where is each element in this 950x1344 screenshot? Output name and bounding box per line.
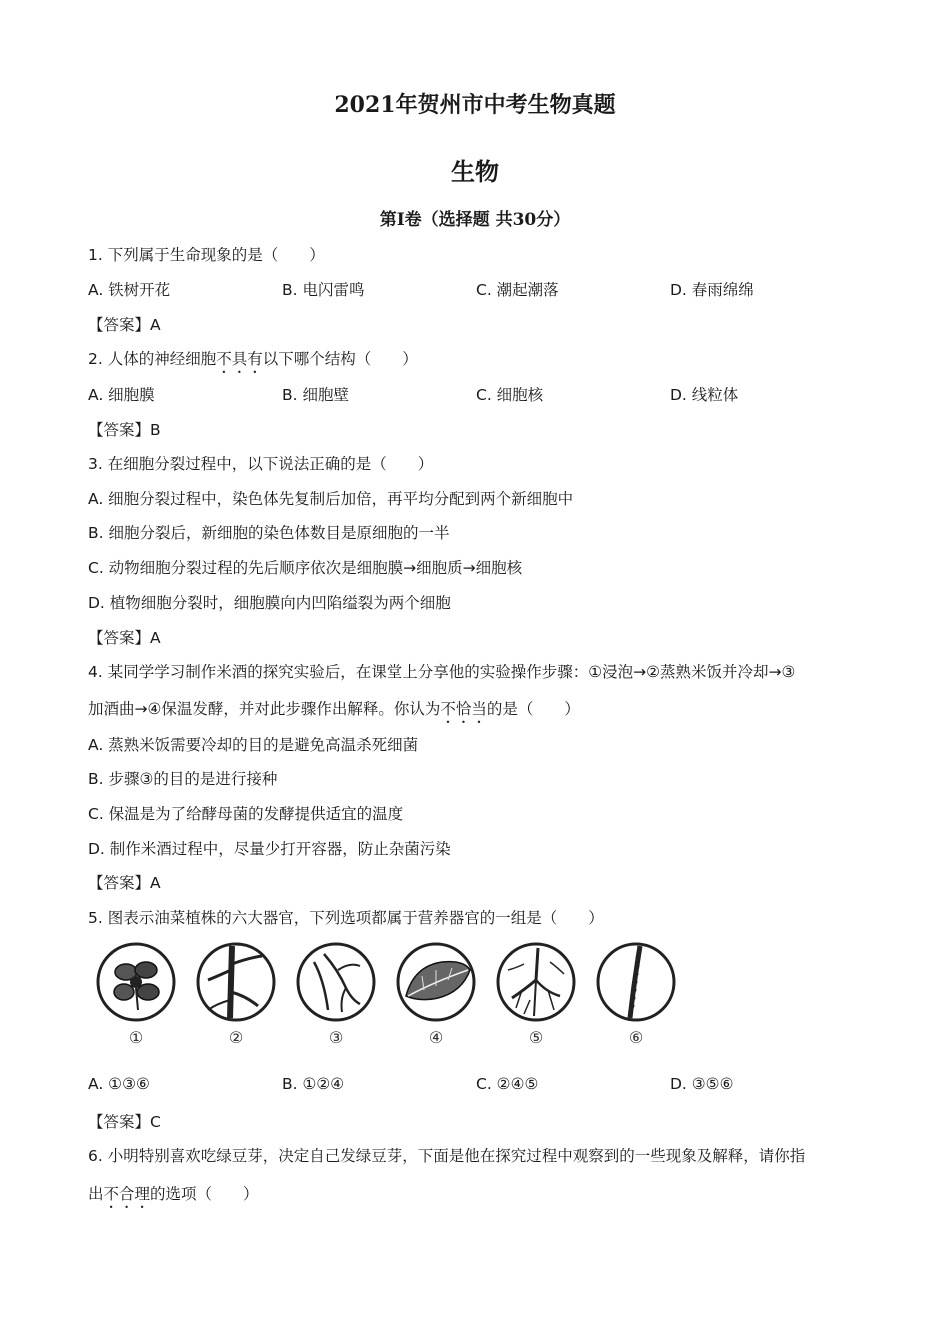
branch-icon: [294, 940, 378, 1024]
q4-stem-line2: [88, 697, 580, 727]
figure-fruit: [594, 940, 678, 1052]
q4-option-a: A. 蒸熟米饭需要冷却的目的是避免高温杀死细菌: [88, 736, 419, 754]
figure-branch: [294, 940, 378, 1052]
q1-stem: 1. 下列属于生命现象的是（ ）: [88, 246, 325, 264]
q2-stem-post: 以下哪个结构（ ）: [262, 350, 418, 368]
q3-stem: 3. 在细胞分裂过程中，以下说法正确的是（ ）: [88, 455, 434, 473]
q1-option-b: B. 电闪雷鸣: [282, 281, 365, 299]
q2-option-d: D. 线粒体: [670, 386, 739, 404]
q3-answer-value: A: [150, 629, 161, 647]
figure-label-4: ④: [428, 1028, 444, 1047]
q1-option-c: C. 潮起潮落: [476, 281, 559, 299]
q4-stem-line1: 4. 某同学学习制作米酒的探究实验后，在课堂上分享他的实验操作步骤：①浸泡→②蒸熟米饭并冷却→③: [88, 663, 796, 681]
q6-stem-emphasis: 不合理: [103, 1185, 151, 1203]
q2-option-a: A. 细胞膜: [88, 386, 155, 404]
figure-root: [494, 940, 578, 1052]
q5-option-d: D. ③⑤⑥: [670, 1075, 734, 1093]
figure-label-5: ⑤: [528, 1028, 544, 1047]
subject-title: 生物: [451, 157, 499, 186]
q2-answer-value: B: [150, 421, 161, 439]
q6-stem-pre: 出: [88, 1185, 104, 1203]
q4-option-d: D. 制作米酒过程中，尽量少打开容器，防止杂菌污染: [88, 840, 451, 858]
q2-stem-emphasis: 不具有: [216, 350, 263, 368]
figure-stem: [194, 940, 278, 1052]
q6-stem-post: 的选项（ ）: [150, 1185, 259, 1203]
leaf-icon: [394, 940, 478, 1024]
q4-stem-post: 的是（ ）: [486, 700, 580, 718]
q4-answer: [88, 871, 161, 893]
q1-option-a: A. 铁树开花: [88, 281, 171, 299]
flower-icon: [94, 940, 178, 1024]
figure-flower: [94, 940, 178, 1052]
q4-stem-emphasis: 不恰当: [440, 700, 487, 718]
q4-answer-value: A: [150, 874, 161, 892]
q6-stem-line1: 6. 小明特别喜欢吃绿豆芽，决定自己发绿豆芽，下面是他在探究过程中观察到的一些现象及解释，请你指: [88, 1147, 806, 1165]
answer-label: 【答案】: [88, 1113, 151, 1131]
figure-label-1: ①: [128, 1028, 144, 1047]
q1-answer-value: A: [150, 316, 161, 334]
plant-organs-figure: [92, 940, 692, 1052]
answer-label: 【答案】: [88, 629, 151, 647]
q4-option-b: B. 步骤③的目的是进行接种: [88, 770, 278, 788]
q3-option-d: D. 植物细胞分裂时，细胞膜向内凹陷缢裂为两个细胞: [88, 594, 451, 612]
q1-option-d: D. 春雨绵绵: [670, 281, 754, 299]
root-icon: [494, 940, 578, 1024]
fruit-icon: [594, 940, 678, 1024]
q3-option-a: A. 细胞分裂过程中，染色体先复制后加倍，再平均分配到两个新细胞中: [88, 490, 574, 508]
figure-label-6: ⑥: [628, 1028, 644, 1047]
answer-label: 【答案】: [88, 421, 151, 439]
q3-option-c: C. 动物细胞分裂过程的先后顺序依次是细胞膜→细胞质→细胞核: [88, 559, 523, 577]
q5-option-c: C. ②④⑤: [476, 1075, 539, 1093]
stem-icon: [194, 940, 278, 1024]
q6-stem-line2: [88, 1182, 259, 1212]
q4-stem-pre: 加酒曲→④保温发酵，并对此步骤作出解释。你认为: [88, 700, 441, 718]
q2-stem: [88, 347, 418, 377]
exam-title: 2021年贺州市中考生物真题: [334, 92, 616, 118]
q1-answer: [88, 313, 161, 335]
section-heading: 第I卷（选择题 共30分）: [379, 210, 571, 230]
figure-label-3: ③: [328, 1028, 344, 1047]
q2-option-c: C. 细胞核: [476, 386, 544, 404]
figure-label-2: ②: [228, 1028, 244, 1047]
figure-leaf: [394, 940, 478, 1052]
q3-answer: [88, 626, 161, 648]
q4-option-c: C. 保温是为了给酵母菌的发酵提供适宜的温度: [88, 805, 404, 823]
q2-option-b: B. 细胞壁: [282, 386, 349, 404]
q5-option-a: A. ①③⑥: [88, 1075, 150, 1093]
q5-stem: 5. 图表示油菜植株的六大器官，下列选项都属于营养器官的一组是（ ）: [88, 909, 604, 927]
answer-label: 【答案】: [88, 316, 151, 334]
q5-answer-value: C: [150, 1113, 161, 1131]
q3-option-b: B. 细胞分裂后，新细胞的染色体数目是原细胞的一半: [88, 524, 450, 542]
q5-answer: [88, 1110, 161, 1132]
q5-option-b: B. ①②④: [282, 1075, 345, 1093]
answer-label: 【答案】: [88, 874, 151, 892]
q2-stem-pre: 2. 人体的神经细胞: [88, 350, 217, 368]
q2-answer: [88, 418, 161, 440]
